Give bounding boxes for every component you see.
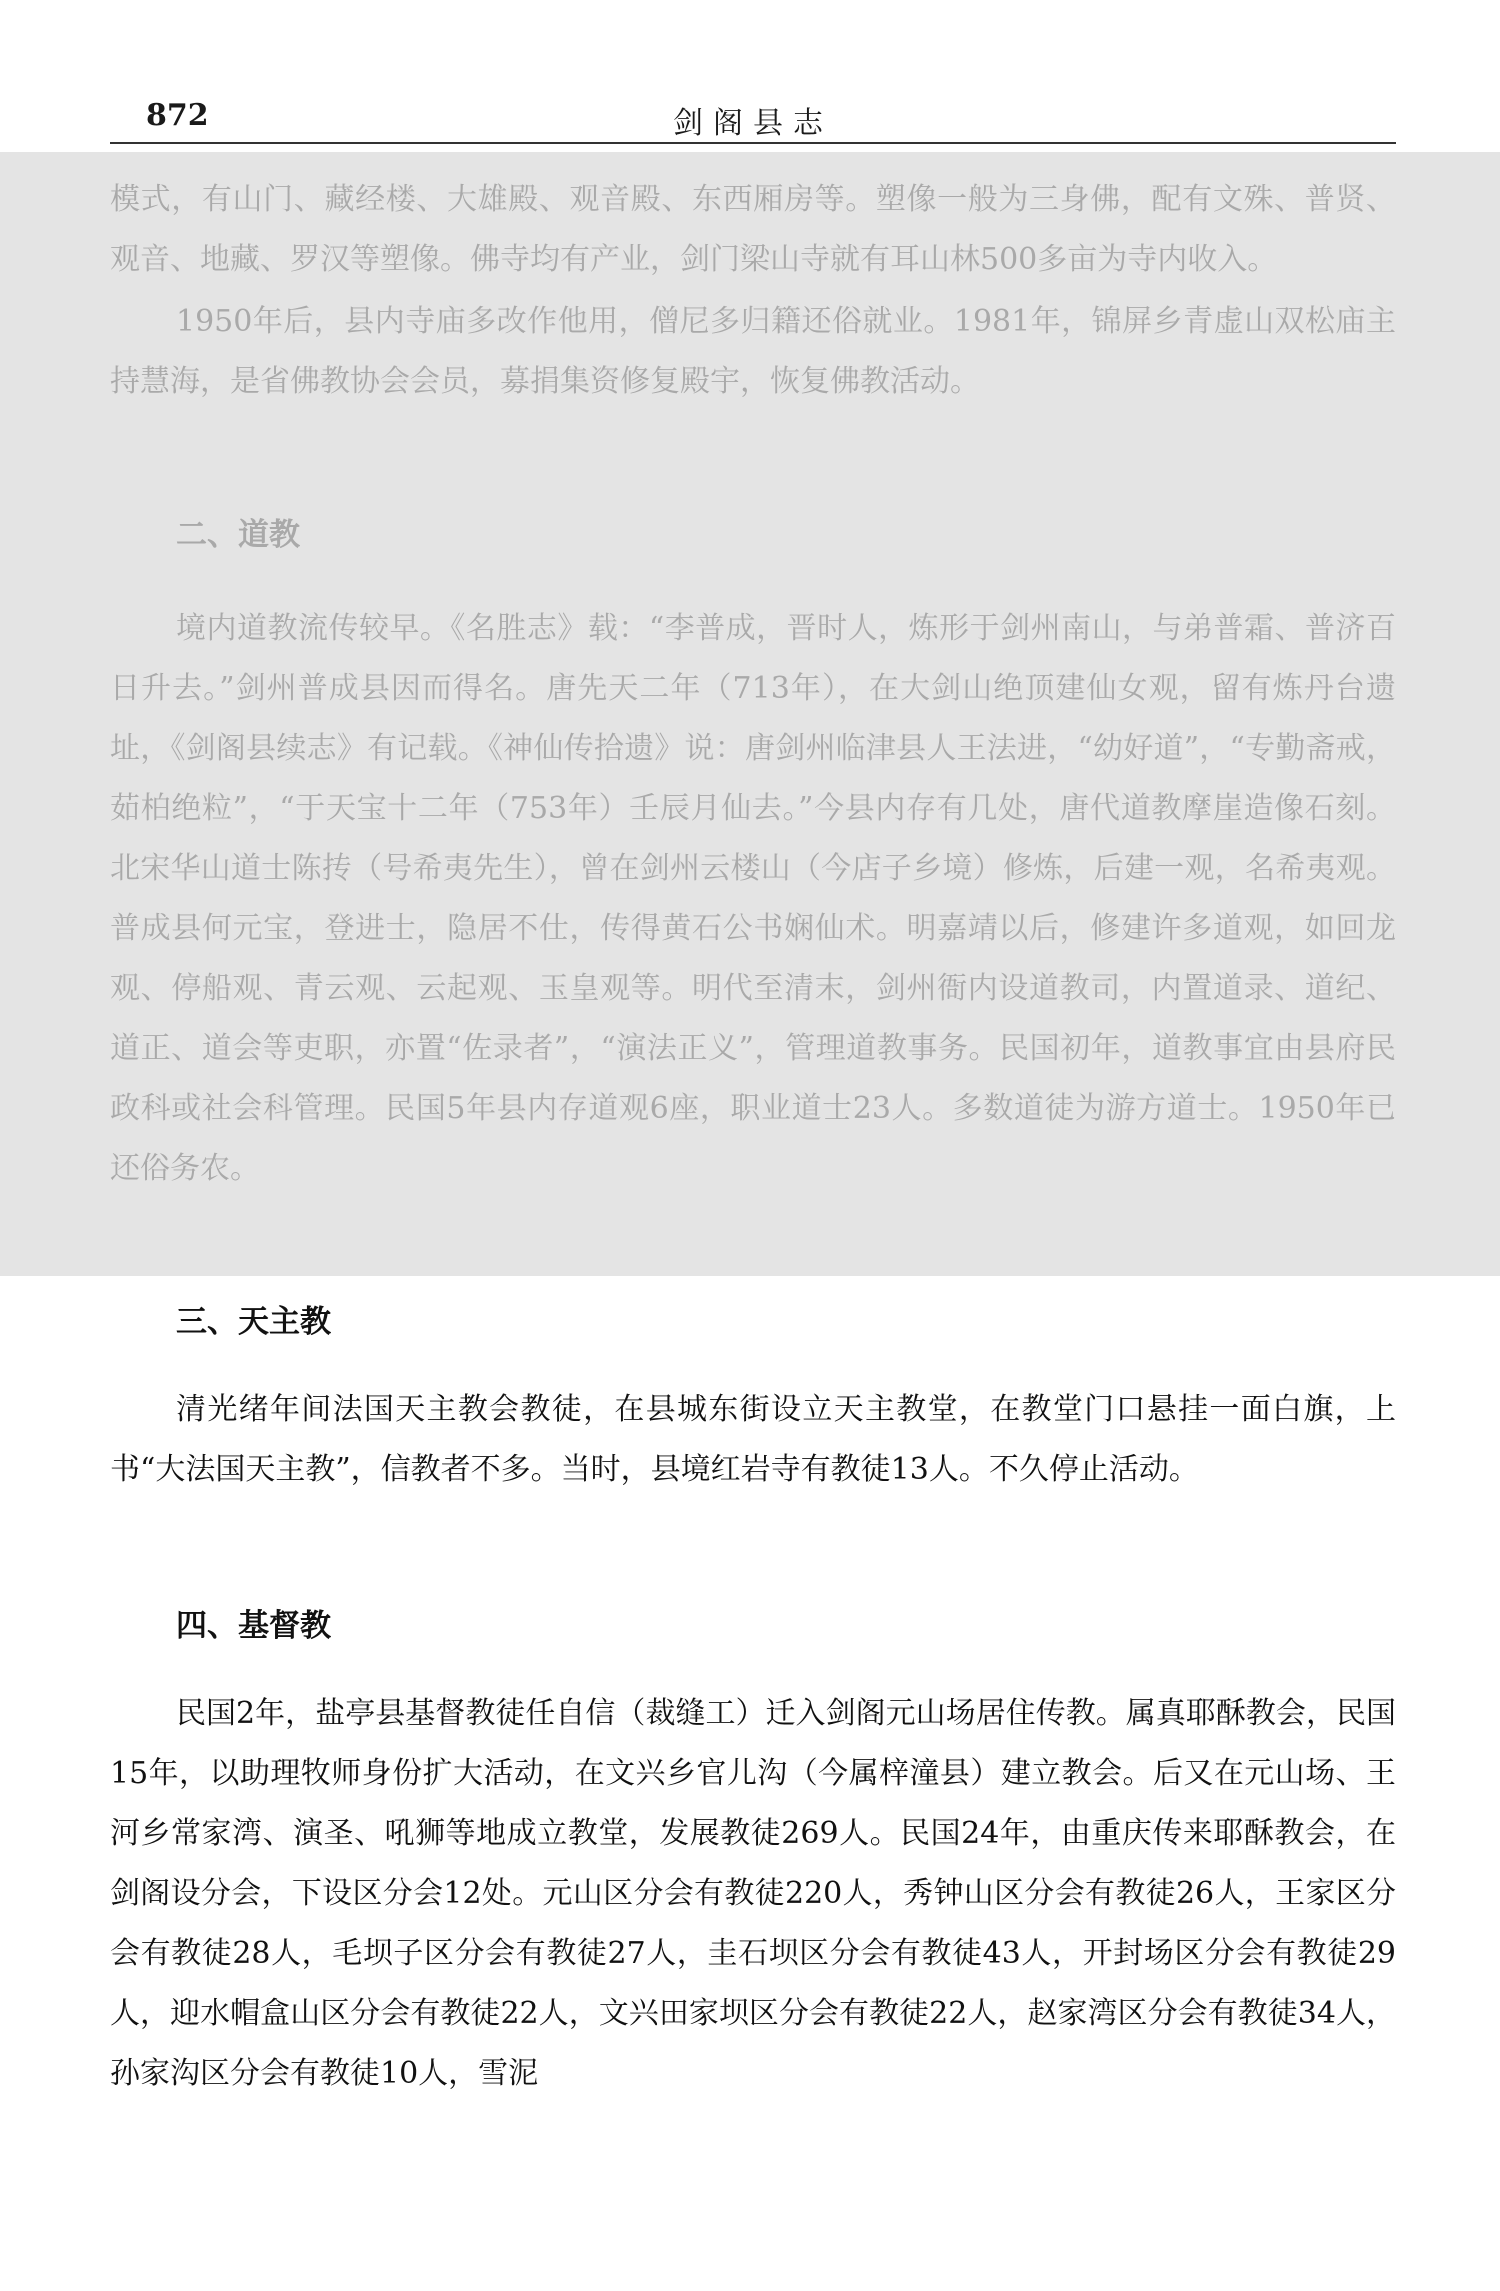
page-header [110, 92, 1396, 144]
faded-region [0, 152, 1500, 1276]
taoism-heading: 二、道教 [176, 517, 300, 553]
taoism-paragraph: 境内道教流传较早。《名胜志》载：“李普成，晋时人，炼形于剑州南山，与弟普霜、普济百日升去。”剑州普成县因而得名。唐先天二年（713年），在大剑山绝顶建仙女观，留有炼丹台遗址，《剑阁县续志》有记载。《神仙传拾遗》说：唐剑州临津县人王法进，“幼好道”，“专勤斋戒，茹柏绝粒”，“于天宝十二年（753年）壬辰月仙去。”今县内存有几处，唐代道教摩崖造像石刻。北宋华山道士陈抟（号希夷先生），曾在剑州云楼山（今店子乡境）修炼，后建一观，名希夷观。普成县何元宝，登进士，隐居不仕，传得黄石公书娴仙术。明嘉靖以后，修建许多道观，如回龙观、停船观、青云观、云起观、玉皇观等。明代至清末，剑州衙内设道教司，内置道录、道纪、道正、道会等吏职，亦置“佐录者”，“演法正义”，管理道教事务。民国初年，道教事宜由县府民政科或社会科管理。民国5年县内存道观6座，职业道士23人。多数道徒为游方道士。1950年已还俗务农。 [110, 611, 1396, 1186]
christianity-paragraph: 民国2年，盐亭县基督教徒任自信（裁缝工）迁入剑阁元山场居住传教。属真耶酥教会，民国15年，以助理牧师身份扩大活动，在文兴乡官儿沟（今属梓潼县）建立教会。后又在元山场、王河乡常家湾、演圣、吼狮等地成立教堂，发展教徒269人。民国24年，由重庆传来耶酥教会，在剑阁设分会，下设区分会12处。元山区分会有教徒220人，秀钟山区分会有教徒26人，王家区分会有教徒28人，毛坝子区分会有教徒27人，圭石坝区分会有教徒43人，开封场区分会有教徒29人，迎水帽盒山区分会有教徒22人，文兴田家坝区分会有教徒22人，赵家湾区分会有教徒34人，孙家沟区分会有教徒10人，雪泥 [110, 1696, 1396, 2091]
buddhism-paragraph-1950: 1950年后，县内寺庙多改作他用，僧尼多归籍还俗就业。1981年，锦屏乡青虚山双松庙主持慧海，是省佛教协会会员，募捐集资修复殿宇，恢复佛教活动。 [110, 304, 1396, 399]
buddhism-continued-section [110, 170, 1396, 412]
christianity-section [110, 1596, 1396, 2104]
book-title: 剑阁县志 [673, 106, 833, 141]
catholicism-heading: 三、天主教 [176, 1304, 331, 1340]
taoism-section [110, 505, 1396, 1199]
catholicism-section [110, 1292, 1396, 1500]
buddhism-paragraph-continued: 模式，有山门、藏经楼、大雄殿、观音殿、东西厢房等。塑像一般为三身佛，配有文殊、普贤、观音、地藏、罗汉等塑像。佛寺均有产业，剑门梁山寺就有耳山林500多亩为寺内收入。 [110, 182, 1396, 277]
page-number: 872 [146, 98, 209, 133]
christianity-heading: 四、基督教 [176, 1608, 331, 1644]
catholicism-paragraph: 清光绪年间法国天主教会教徒，在县城东街设立天主教堂，在教堂门口悬挂一面白旗，上书“大法国天主教”，信教者不多。当时，县境红岩寺有教徒13人。不久停止活动。 [110, 1392, 1396, 1487]
